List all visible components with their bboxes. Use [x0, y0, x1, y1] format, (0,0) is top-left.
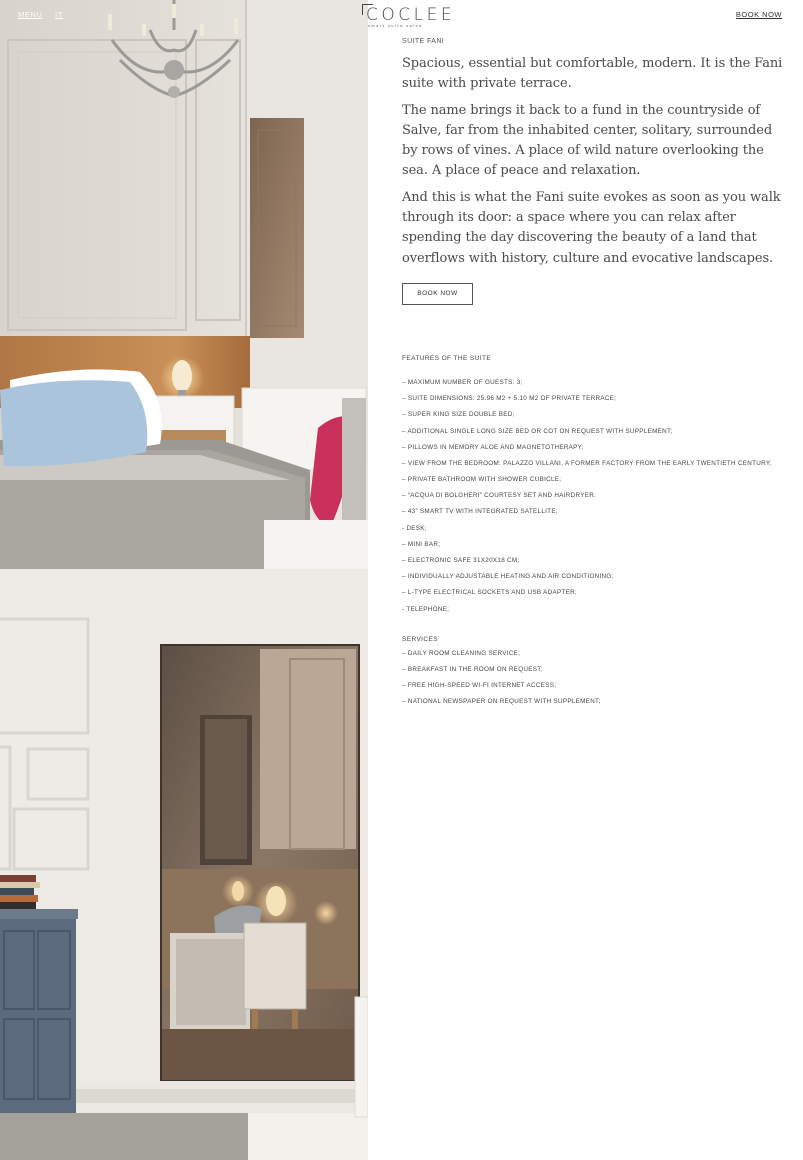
spacer — [402, 362, 787, 375]
suite-kicker: SUITE FANI — [402, 38, 445, 45]
book-now-button[interactable]: BOOK NOW — [402, 283, 473, 305]
header-nav — [18, 10, 73, 19]
logo-tagline: smart suite salve — [368, 24, 423, 28]
menu-link[interactable]: MENU — [18, 10, 43, 19]
feature-item: – SUPER KING SIZE DOUBLE BED; — [402, 411, 515, 419]
features-list — [402, 375, 787, 618]
service-item: – FREE HIGH-SPEED WI-FI INTERNET ACCESS; — [402, 682, 557, 690]
feature-item: – ELECTRONIC SAFE 31X20X18 CM; — [402, 557, 520, 565]
suite-bedroom-photo — [0, 0, 368, 569]
feature-item: – 43” SMART TV WITH INTEGRATED SATELLITE; — [402, 508, 558, 516]
service-item: – DAILY ROOM CLEANING SERVICE; — [402, 649, 521, 657]
language-link[interactable]: IT — [55, 10, 64, 19]
feature-item: – MINI BAR; — [402, 540, 441, 548]
feature-item: – ADDITIONAL SINGLE LONG SIZE BED OR COT ON REQUEST WITH SUPPLEMENT; — [402, 427, 673, 435]
logo-text: COCLEE — [366, 5, 456, 25]
feature-item: - DESK; — [402, 524, 427, 532]
feature-item: – SUITE DIMENSIONS: 25.96 M2 + 5.10 M2 OF PRIVATE TERRACE; — [402, 395, 617, 403]
service-item: – NATIONAL NEWSPAPER ON REQUEST WITH SUPPLEMENT; — [402, 698, 601, 706]
feature-item: – INDIVIDUALLY ADJUSTABLE HEATING AND AIR CONDITIONING; — [402, 573, 614, 581]
site-logo[interactable] — [362, 4, 456, 30]
suite-content — [402, 38, 787, 711]
spacer — [402, 618, 787, 636]
services-list — [402, 646, 787, 711]
feature-item: – MAXIMUM NUMBER OF GUESTS: 3; — [402, 378, 523, 386]
services-title: SERVICES — [402, 635, 438, 643]
features-title: FEATURES OF THE SUITE — [402, 354, 492, 362]
feature-item: – PILLOWS IN MEMORY ALOE AND MAGNETOTHERAPY; — [402, 443, 584, 451]
suite-description-3: And this is what the Fani suite evokes as soon as you walk through its door: a space where you can relax after spending the day discovering the beauty of a land that overflows with history, culture and evocative landscapes. — [402, 189, 781, 266]
feature-item: – VIEW FROM THE BEDROOM: PALAZZO VILLANI, A FORMER FACTORY FROM THE EARLY TWENTIETH CENTURY; — [402, 459, 772, 467]
site-header — [0, 0, 803, 34]
service-item: – BREAKFAST IN THE ROOM ON REQUEST; — [402, 665, 543, 673]
suite-description-1: Spacious, essential but comfortable, modern. It is the Fani suite with private terrace. — [402, 56, 783, 92]
feature-item: – PRIVATE BATHROOM WITH SHOWER CUBICLE; — [402, 476, 562, 484]
feature-item: – “ACQUA DI BOLGHERI” COURTESY SET AND HAIRDRYER. — [402, 492, 597, 500]
feature-item: – L-TYPE ELECTRICAL SOCKETS AND USB ADAPTER; — [402, 589, 577, 597]
spacer — [402, 305, 787, 355]
suite-description-2: The name brings it back to a fund in the countryside of Salve, far from the inhabited center, solitary, surrounded by rows of vines. A place of wild nature overlooking the sea. A place of peace and relaxation. — [402, 102, 773, 179]
header-book-now-link[interactable]: BOOK NOW — [735, 10, 782, 19]
suite-mirror-photo — [0, 569, 368, 1160]
feature-item: - TELEPHONE; — [402, 605, 450, 613]
